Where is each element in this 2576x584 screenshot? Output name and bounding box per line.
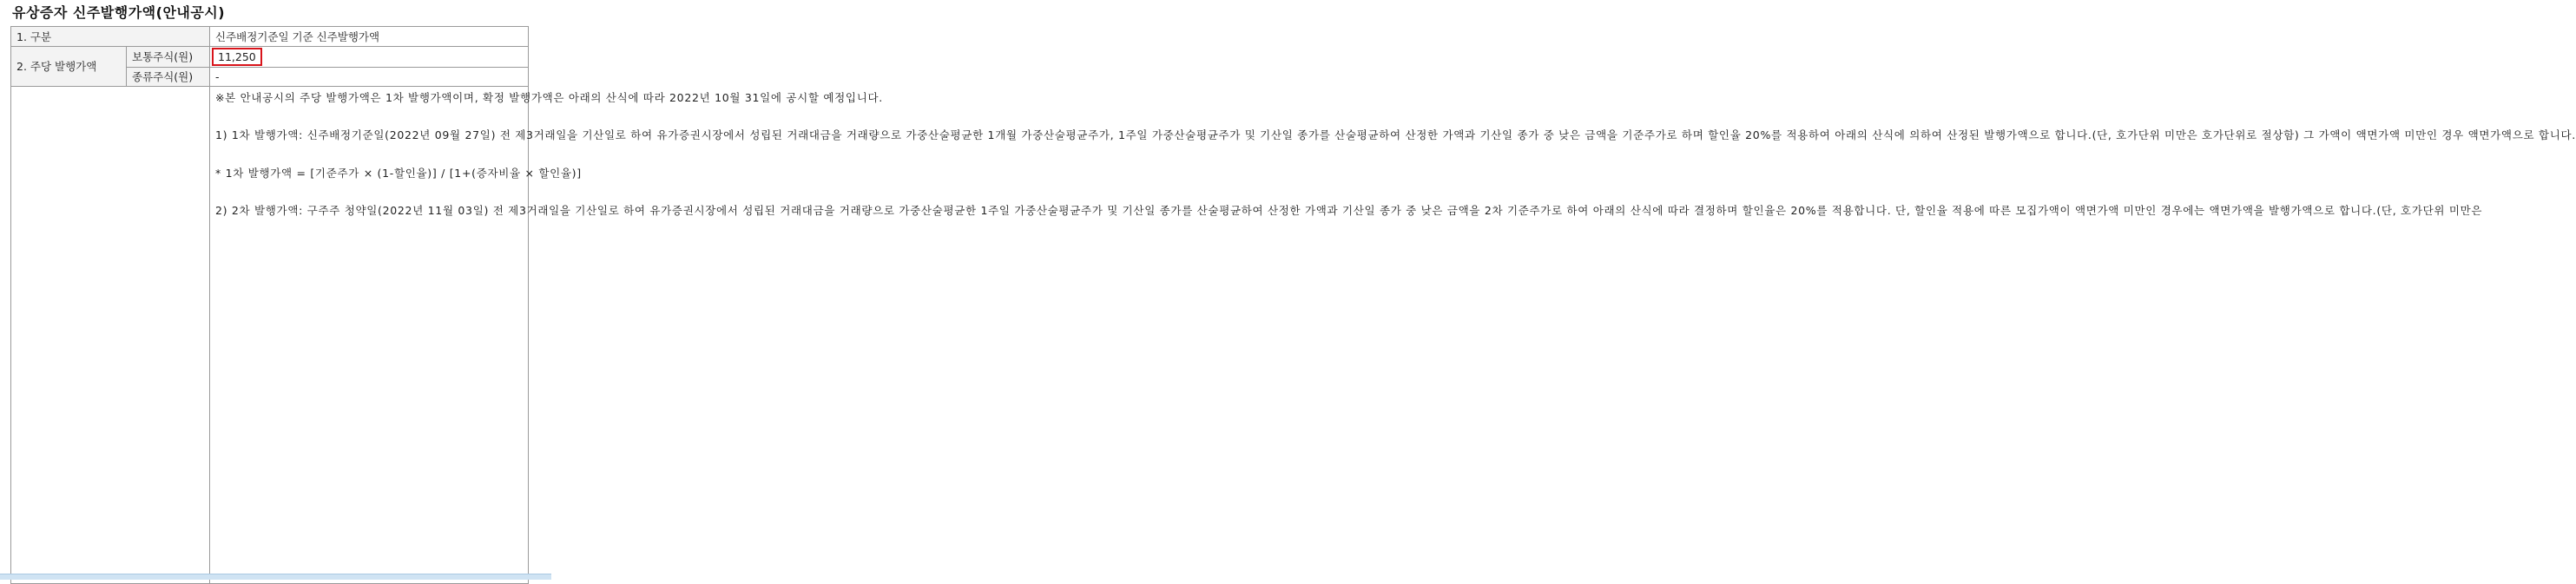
window-bottom-bar [0, 574, 551, 580]
note-paragraph-intro: ※본 안내공시의 주당 발행가액은 1차 발행가액이며, 확정 발행가액은 아래의 산식에 따라 2022년 10월 31일에 공시할 예정입니다. [215, 91, 883, 104]
common-stock-price-highlight: 11,250 [212, 48, 262, 66]
preferred-stock-label: 종류주식(원) [127, 68, 210, 87]
note-paragraph-formula: * 1차 발행가액 = [기준주가 × (1-할인율)] / [1+(증자비율 × 할인율)] [215, 166, 582, 180]
notes-cell [210, 87, 2576, 584]
preferred-stock-value: - [210, 68, 529, 87]
table-row-category [11, 27, 529, 47]
category-label: 1. 구분 [11, 27, 210, 47]
notes-text [215, 87, 2576, 583]
common-stock-label: 보통주식(원) [127, 47, 210, 68]
table-row-notes [11, 87, 529, 584]
page-title: 유상증자 신주발행가액(안내공시) [12, 4, 226, 21]
note-paragraph-first-price: 1) 1차 발행가액: 신주배정기준일(2022년 09월 27일) 전 제3거래일을 기산일로 하여 유가증권시장에서 성립된 거래대금을 거래량으로 가중산술평균한 1개월 가중산술평균주가, 1주일 가중산술평균주가 및 기산일 종가를 산술평균하여 산정한 가액과 기산일 종가 중 낮은 금액을 기준주가로 하며 할인율 20%를 적용하여 아래의 산식에 의하여 산정된 발행가액으로 합니다.(단, 호가단위 미만은 호가단위로 절상함) 그 가액이 액면가액 미만인 경우 액면가액으로 합니다. [215, 128, 2576, 142]
category-value: 신주배정기준일 기준 신주발행가액 [210, 27, 529, 47]
common-stock-cell [210, 47, 529, 68]
note-paragraph-second-price: 2) 2차 발행가액: 구주주 청약일(2022년 11월 03일) 전 제3거래일을 기산일로 하여 유가증권시장에서 성립된 거래대금을 거래량으로 가중산술평균한 1주일 가중산술평균주가 및 기산일 종가를 산술평균하여 산정한 가액과 기산일 종가 중 낮은 금액을 2차 기준주가로 하여 아래의 산식에 따라 결정하며 할인율은 20%를 적용합니다. 단, 할인율 적용에 따른 모집가액이 액면가액 미만인 경우에는 액면가액을 발행가액으로 합니다.(단, 호가단위 미만은 [215, 204, 2483, 218]
price-per-share-label: 2. 주당 발행가액 [11, 47, 127, 87]
disclosure-table [10, 26, 2576, 584]
notes-blank-cell [11, 87, 210, 584]
table-row-common-stock [11, 47, 529, 68]
